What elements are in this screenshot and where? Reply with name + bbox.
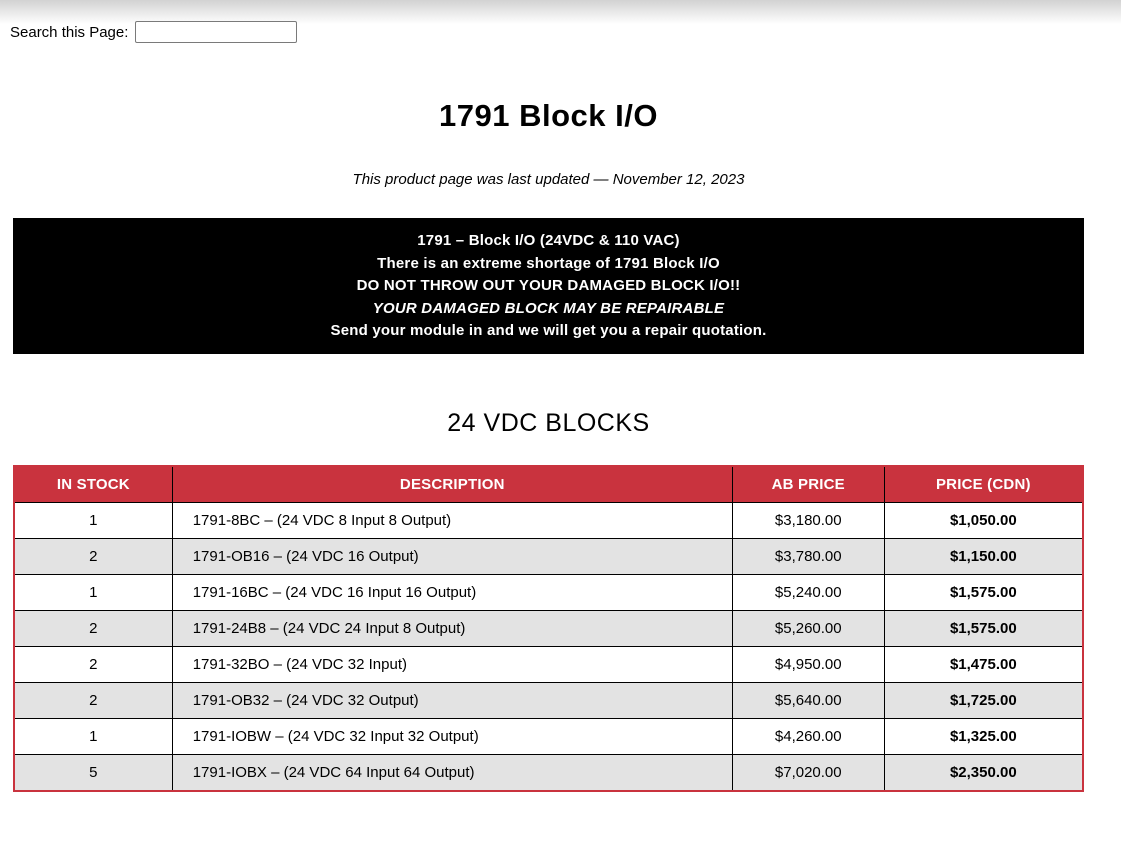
table-row (14, 646, 1083, 682)
header-price-cdn: PRICE (CDN) (884, 466, 1083, 503)
price-cdn-cell: $1,325.00 (884, 718, 1083, 754)
in-stock-cell: 1 (14, 502, 172, 538)
description-cell: 1791-32BO – (24 VDC 32 Input) (172, 646, 732, 682)
price-cdn-cell: $1,150.00 (884, 538, 1083, 574)
ab-price-cell: $4,260.00 (732, 718, 884, 754)
shortage-notice-banner (13, 218, 1084, 354)
price-cdn-cell: $1,725.00 (884, 682, 1083, 718)
description-cell: 1791-24B8 – (24 VDC 24 Input 8 Output) (172, 610, 732, 646)
table-header-row (14, 466, 1083, 503)
notice-line: There is an extreme shortage of 1791 Block I/O (377, 254, 720, 272)
notice-line: Send your module in and we will get you a repair quotation. (330, 322, 767, 339)
notice-line: 1791 – Block I/O (24VDC & 110 VAC) (417, 232, 680, 249)
in-stock-cell: 2 (14, 646, 172, 682)
description-cell: 1791-IOBX – (24 VDC 64 Input 64 Output) (172, 754, 732, 791)
table-row (14, 574, 1083, 610)
price-cdn-cell: $1,475.00 (884, 646, 1083, 682)
price-cdn-cell: $1,575.00 (884, 574, 1083, 610)
ab-price-cell: $7,020.00 (732, 754, 884, 791)
page-title: 1791 Block I/O (439, 98, 658, 133)
notice-line: DO NOT THROW OUT YOUR DAMAGED BLOCK I/O!! (356, 277, 741, 294)
price-cdn-cell: $1,050.00 (884, 502, 1083, 538)
page-content (13, 98, 1084, 792)
table-row (14, 502, 1083, 538)
in-stock-cell: 1 (14, 574, 172, 610)
in-stock-cell: 1 (14, 718, 172, 754)
table-row (14, 718, 1083, 754)
ab-price-cell: $5,640.00 (732, 682, 884, 718)
search-input[interactable] (135, 21, 297, 43)
description-cell: 1791-16BC – (24 VDC 16 Input 16 Output) (172, 574, 732, 610)
search-bar (0, 0, 1121, 44)
table-row (14, 538, 1083, 574)
ab-price-cell: $3,180.00 (732, 502, 884, 538)
in-stock-cell: 2 (14, 610, 172, 646)
header-description: DESCRIPTION (172, 466, 732, 503)
notice-line: YOUR DAMAGED BLOCK MAY BE REPAIRABLE (372, 299, 725, 317)
header-ab-price: AB PRICE (732, 466, 884, 503)
ab-price-cell: $3,780.00 (732, 538, 884, 574)
description-cell: 1791-8BC – (24 VDC 8 Input 8 Output) (172, 502, 732, 538)
description-cell: 1791-IOBW – (24 VDC 32 Input 32 Output) (172, 718, 732, 754)
description-cell: 1791-OB16 – (24 VDC 16 Output) (172, 538, 732, 574)
section-heading-24vdc: 24 VDC BLOCKS (447, 408, 650, 437)
in-stock-cell: 2 (14, 682, 172, 718)
in-stock-cell: 2 (14, 538, 172, 574)
table-row (14, 610, 1083, 646)
ab-price-cell: $4,950.00 (732, 646, 884, 682)
table-row (14, 754, 1083, 791)
search-label: Search this Page: (10, 23, 129, 41)
ab-price-cell: $5,260.00 (732, 610, 884, 646)
price-table (13, 465, 1084, 792)
in-stock-cell: 5 (14, 754, 172, 791)
table-row (14, 682, 1083, 718)
last-updated-note: This product page was last updated — November 12, 2023 (352, 171, 745, 188)
price-cdn-cell: $1,575.00 (884, 610, 1083, 646)
ab-price-cell: $5,240.00 (732, 574, 884, 610)
header-in-stock: IN STOCK (14, 466, 172, 503)
description-cell: 1791-OB32 – (24 VDC 32 Output) (172, 682, 732, 718)
price-cdn-cell: $2,350.00 (884, 754, 1083, 791)
